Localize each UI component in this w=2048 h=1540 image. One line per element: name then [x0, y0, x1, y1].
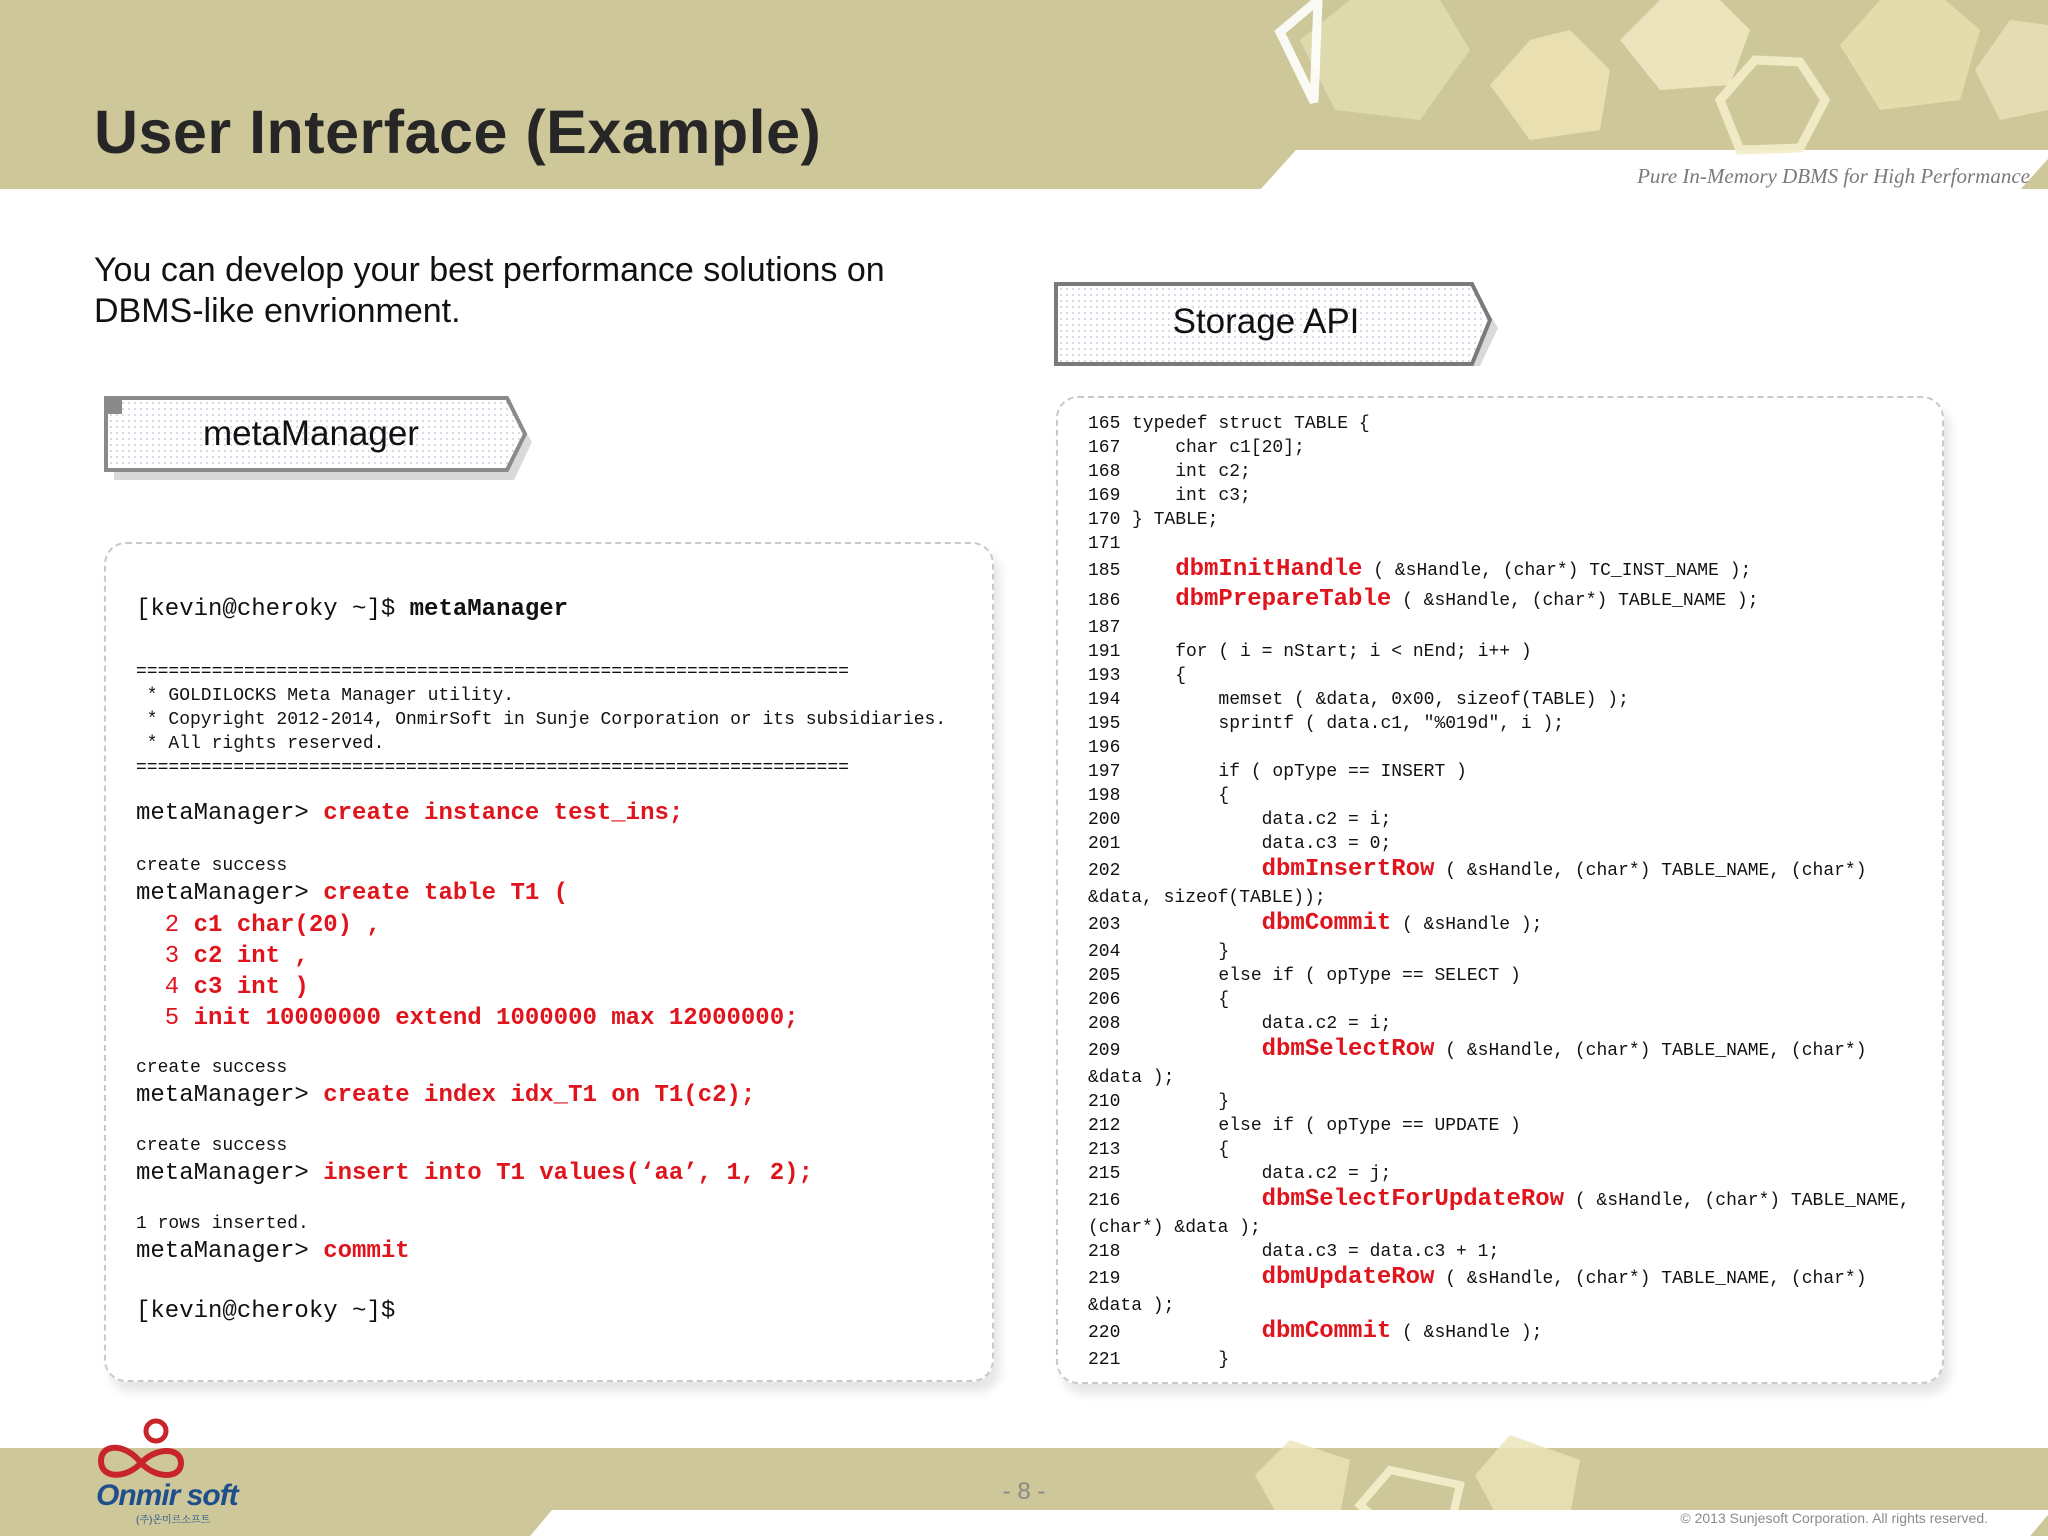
- code-line-number: 170: [1088, 510, 1121, 530]
- code-text: data.c2 = i;: [1132, 810, 1392, 830]
- code-line: [1088, 414, 1370, 434]
- code-line-number: 186: [1088, 591, 1121, 611]
- storage-api-label: [1052, 280, 1512, 372]
- code-line: [1088, 618, 1132, 638]
- code-text: data.c3 = 0;: [1132, 834, 1392, 854]
- code-line: [1088, 1218, 1261, 1238]
- shell-command: metaManager: [409, 596, 569, 623]
- mm-prompt: metaManager>: [136, 1160, 324, 1187]
- code-line-number: 205: [1088, 966, 1121, 986]
- code-text: [1132, 1041, 1262, 1061]
- code-line-number: 171: [1088, 534, 1121, 554]
- api-function-name: dbmInsertRow: [1261, 856, 1435, 883]
- code-line: [1088, 690, 1629, 710]
- code-text: [1132, 561, 1175, 581]
- result-line: create success: [136, 856, 288, 876]
- code-line-number: 212: [1088, 1116, 1121, 1136]
- code-line-number: 167: [1088, 438, 1121, 458]
- code-text: ( &sHandle, (char*) TABLE_NAME, (char*): [1434, 1269, 1867, 1289]
- api-function-name: dbmPrepareTable: [1175, 586, 1392, 613]
- code-text: &data );: [1088, 1068, 1175, 1088]
- code-line-number: 193: [1088, 666, 1121, 686]
- code-line-number: 203: [1088, 915, 1121, 935]
- code-text: ( &sHandle, (char*) TABLE_NAME, (char*): [1434, 1041, 1867, 1061]
- code-line: [1088, 1092, 1229, 1112]
- code-text: int c3;: [1132, 486, 1251, 506]
- code-text: &data );: [1088, 1296, 1175, 1316]
- code-line-number: 195: [1088, 714, 1121, 734]
- final-shell-prompt: [kevin@cheroky ~]$: [136, 1298, 396, 1325]
- code-line: [1088, 666, 1186, 686]
- line-text: c1 char(20) ,: [193, 912, 381, 939]
- api-function-name: dbmCommit: [1261, 1318, 1392, 1345]
- code-text: [1132, 591, 1175, 611]
- banner-line: ==================================================================: [136, 662, 849, 682]
- code-text: char c1[20];: [1132, 438, 1305, 458]
- code-line: [1088, 1014, 1391, 1034]
- code-line-number: 200: [1088, 810, 1121, 830]
- code-text: ( &sHandle );: [1391, 915, 1543, 935]
- api-function-name: dbmCommit: [1261, 910, 1392, 937]
- metamanager-label-text: metaManager: [203, 414, 419, 453]
- code-line: [1088, 1186, 1910, 1213]
- code-line-number: 198: [1088, 786, 1121, 806]
- line-number: 5: [136, 1005, 194, 1032]
- code-text: (char*) &data );: [1088, 1218, 1261, 1238]
- code-text: memset ( &data, 0x00, sizeof(TABLE) );: [1132, 690, 1629, 710]
- cmd-text: commit: [323, 1238, 410, 1265]
- code-line-number: 213: [1088, 1140, 1121, 1160]
- terminal-panel: [104, 542, 994, 1382]
- code-text: if ( opType == INSERT ): [1132, 762, 1467, 782]
- api-function-name: dbmSelectRow: [1261, 1036, 1435, 1063]
- banner-line: * GOLDILOCKS Meta Manager utility.: [136, 686, 515, 706]
- code-line: [1088, 1264, 1867, 1291]
- cmd-text: create index idx_T1 on T1(c2);: [323, 1082, 756, 1109]
- banner-line: * All rights reserved.: [136, 734, 385, 754]
- code-text: [1132, 1323, 1262, 1343]
- code-text: sprintf ( data.c1, "%019d", i );: [1132, 714, 1565, 734]
- code-line-number: 201: [1088, 834, 1121, 854]
- code-line: [1088, 856, 1867, 883]
- logo-wordmark: Onmir soft: [96, 1479, 238, 1512]
- code-line: [1088, 786, 1229, 806]
- code-line-number: 206: [1088, 990, 1121, 1010]
- code-line: [1088, 990, 1229, 1010]
- code-line: [1088, 1350, 1229, 1370]
- intro-line-2: DBMS-like envrionment.: [94, 292, 461, 330]
- code-text: else if ( opType == SELECT ): [1132, 966, 1521, 986]
- banner-line: * Copyright 2012-2014, OnmirSoft in Sunje Corporation or its subsidiaries.: [136, 710, 947, 730]
- code-text: ( &sHandle, (char*) TABLE_NAME,: [1564, 1191, 1910, 1211]
- table-def-line: [136, 941, 799, 972]
- code-text: ( &sHandle );: [1391, 1323, 1543, 1343]
- code-text: data.c2 = j;: [1132, 1164, 1392, 1184]
- code-line-number: 208: [1088, 1014, 1121, 1034]
- line-text: c2 int ,: [193, 943, 309, 970]
- code-line-number: 196: [1088, 738, 1121, 758]
- table-def-line: [136, 910, 799, 941]
- result-line: create success: [136, 1136, 288, 1156]
- code-listing: [1088, 398, 1928, 1382]
- banner-line: ==================================================================: [136, 758, 849, 778]
- api-function-name: dbmInitHandle: [1175, 556, 1363, 583]
- onmirsoft-logo: [96, 1413, 266, 1526]
- code-line: [1088, 1036, 1867, 1063]
- cmd-text: create instance test_ins;: [323, 800, 684, 827]
- code-text: ( &sHandle, (char*) TC_INST_NAME );: [1362, 561, 1752, 581]
- code-line-number: 204: [1088, 942, 1121, 962]
- cmd-text: insert into T1 values(‘aa’, 1, 2);: [323, 1160, 813, 1187]
- code-line: [1088, 738, 1132, 758]
- code-line: [1088, 1068, 1174, 1088]
- cmd-create-index: [136, 1082, 755, 1109]
- code-text: [1132, 1269, 1262, 1289]
- code-line: [1088, 486, 1251, 506]
- code-line: [1088, 556, 1751, 583]
- code-text: {: [1132, 786, 1230, 806]
- mm-prompt: metaManager>: [136, 1082, 324, 1109]
- code-text: } TABLE;: [1132, 510, 1219, 530]
- code-text: {: [1132, 990, 1230, 1010]
- shell-prompt: [kevin@cheroky ~]$: [136, 596, 410, 623]
- cmd-text: create table T1 (: [323, 880, 569, 907]
- code-text: {: [1132, 1140, 1230, 1160]
- cmd-commit: [136, 1238, 410, 1265]
- code-text: }: [1132, 942, 1230, 962]
- banner-block: [136, 660, 946, 780]
- code-panel: [1056, 396, 1944, 1384]
- code-line: [1088, 586, 1759, 613]
- code-line: [1088, 1318, 1542, 1345]
- code-text: for ( i = nStart; i < nEnd; i++ ): [1132, 642, 1532, 662]
- code-line-number: 185: [1088, 561, 1121, 581]
- table-def-line: [136, 972, 799, 1003]
- page-title: User Interface (Example): [94, 98, 822, 166]
- code-text: }: [1132, 1350, 1230, 1370]
- cmd-create-instance: [136, 800, 683, 827]
- code-line-number: 191: [1088, 642, 1121, 662]
- code-line-number: 168: [1088, 462, 1121, 482]
- mm-prompt: metaManager>: [136, 880, 324, 907]
- code-line: [1088, 642, 1532, 662]
- line-text: init 10000000 extend 1000000 max 12000000;: [193, 1005, 799, 1032]
- code-text: typedef struct TABLE {: [1132, 414, 1370, 434]
- code-line: [1088, 1242, 1499, 1262]
- tagline: Pure In-Memory DBMS for High Performance: [1637, 164, 2030, 188]
- code-text: else if ( opType == UPDATE ): [1132, 1116, 1521, 1136]
- code-line-number: 216: [1088, 1191, 1121, 1211]
- code-line-number: 202: [1088, 861, 1121, 881]
- code-line-number: 197: [1088, 762, 1121, 782]
- pentagon-decoration: [1240, 0, 2048, 180]
- code-line-number: 219: [1088, 1269, 1121, 1289]
- code-text: [1132, 1191, 1262, 1211]
- line-number: 4: [136, 974, 194, 1001]
- shell-prompt-line: [136, 596, 568, 623]
- code-line-number: 215: [1088, 1164, 1121, 1184]
- code-text: data.c3 = data.c3 + 1;: [1132, 1242, 1500, 1262]
- line-number: 2: [136, 912, 194, 939]
- code-line: [1088, 810, 1391, 830]
- code-line-number: 221: [1088, 1350, 1121, 1370]
- code-line: [1088, 1116, 1521, 1136]
- code-line-number: 194: [1088, 690, 1121, 710]
- result-line: create success: [136, 1058, 288, 1078]
- code-text: [1132, 915, 1262, 935]
- code-line-number: 187: [1088, 618, 1121, 638]
- mm-prompt: metaManager>: [136, 1238, 324, 1265]
- code-text: ( &sHandle, (char*) TABLE_NAME );: [1391, 591, 1759, 611]
- code-text: &data, sizeof(TABLE));: [1088, 888, 1326, 908]
- table-def-line: [136, 1003, 799, 1034]
- code-line: [1088, 910, 1542, 937]
- code-line: [1088, 834, 1391, 854]
- code-line-number: 220: [1088, 1323, 1121, 1343]
- code-line: [1088, 888, 1326, 908]
- code-line: [1088, 762, 1467, 782]
- logo-subtext: (주)온미르소프트: [136, 1515, 211, 1526]
- table-def-block: [136, 910, 799, 1034]
- api-function-name: dbmSelectForUpdateRow: [1261, 1186, 1565, 1213]
- cmd-insert: [136, 1160, 813, 1187]
- code-text: data.c2 = i;: [1132, 1014, 1392, 1034]
- code-line-number: 165: [1088, 414, 1121, 434]
- code-line: [1088, 462, 1251, 482]
- code-line: [1088, 942, 1229, 962]
- code-text: {: [1132, 666, 1187, 686]
- code-line: [1088, 534, 1132, 554]
- copyright: © 2013 Sunjesoft Corporation. All rights reserved.: [1680, 1510, 1988, 1526]
- code-line: [1088, 1296, 1174, 1316]
- code-line: [1088, 714, 1564, 734]
- line-text: c3 int ): [193, 974, 309, 1001]
- mm-prompt: metaManager>: [136, 800, 324, 827]
- result-line: 1 rows inserted.: [136, 1214, 309, 1234]
- infinity-logo-icon: [96, 1413, 266, 1483]
- storage-api-label-text: Storage API: [1172, 302, 1360, 341]
- code-text: int c2;: [1132, 462, 1251, 482]
- page-number: - 8 -: [1002, 1478, 1046, 1505]
- metamanager-label: [102, 394, 547, 486]
- code-line: [1088, 966, 1521, 986]
- code-text: ( &sHandle, (char*) TABLE_NAME, (char*): [1434, 861, 1867, 881]
- cmd-create-table: [136, 880, 568, 907]
- code-line: [1088, 438, 1305, 458]
- code-line-number: 169: [1088, 486, 1121, 506]
- line-number: 3: [136, 943, 194, 970]
- code-text: }: [1132, 1092, 1230, 1112]
- code-line: [1088, 510, 1218, 530]
- code-line: [1088, 1164, 1391, 1184]
- intro-line-1: You can develop your best performance solutions on: [94, 251, 885, 289]
- code-line-number: 218: [1088, 1242, 1121, 1262]
- code-text: [1132, 861, 1262, 881]
- code-line-number: 210: [1088, 1092, 1121, 1112]
- intro-text: [94, 250, 994, 332]
- api-function-name: dbmUpdateRow: [1261, 1264, 1435, 1291]
- code-line-number: 209: [1088, 1041, 1121, 1061]
- code-line: [1088, 1140, 1229, 1160]
